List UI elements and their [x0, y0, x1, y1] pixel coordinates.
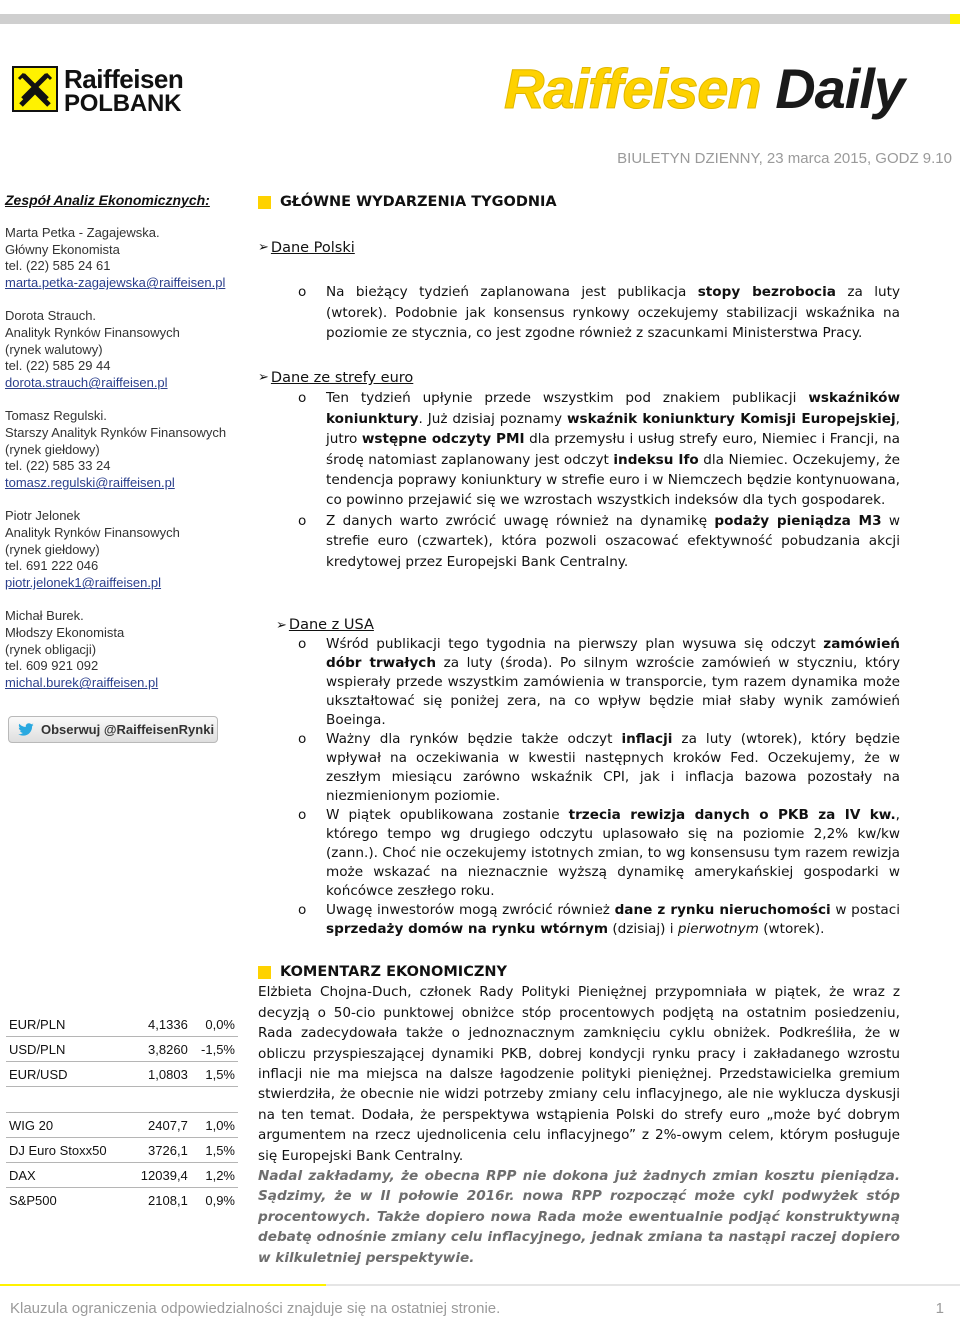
table-row	[6, 1037, 238, 1062]
daily-title-part1: Raiffeisen	[504, 57, 761, 120]
euro-data-block	[258, 368, 900, 572]
bullet-keyword: indeksu Ifo	[613, 451, 699, 468]
subsection-label: Dane Polski	[270, 240, 355, 256]
instrument-change: -1,5%	[191, 1037, 238, 1062]
person-market: (rynek giełdowy)	[5, 441, 100, 457]
twitter-follow-button[interactable]	[8, 716, 218, 743]
table-row	[6, 1163, 238, 1188]
bullet-italic: pierwotnym	[677, 921, 759, 937]
instrument-change: 1,5%	[191, 1138, 238, 1163]
event-bullet	[258, 806, 900, 901]
bullet-text: Na bieżący tydzień zaplanowana jest publikacja	[326, 284, 698, 301]
usa-data-block	[258, 616, 900, 939]
instrument-value: 3,8260	[128, 1037, 191, 1062]
subsection-label: Dane ze strefy euro	[270, 370, 414, 386]
person-email-link[interactable]: piotr.jelonek1@raiffeisen.pl	[5, 575, 162, 591]
bullet-marker: o	[298, 636, 307, 652]
section-title	[258, 962, 900, 982]
bullet-text: za luty (wtorek). Podobnie jak konsensus rynkowy oczekujemy stabilizacji wskaźnika na poziomie ze stycznia, co jest zgodne również z szacunkami Ministerstwa Pracy.	[326, 284, 901, 342]
logo-line-1: Raiffeisen	[64, 64, 184, 94]
commentary-emphasis: Nadal zakładamy, że obecna RPP nie dokona już żadnych zmian kosztu pieniądza. Sądzimy, że w II połowie 2016r. nowa RPP rozpocząć może cykl podwyżek stóp procentowych. Także dopiero nowa Rada może ewentualnie podjąć konstruktywną debatę odnośnie zmiany celu inflacyjnego, jednak zmiana ta nastąpi raczej dopiero w kilkuletniej perspektywie.	[258, 1168, 900, 1266]
instrument-name: EUR/USD	[6, 1062, 128, 1087]
instrument-value: 3726,1	[128, 1138, 191, 1163]
commentary-body	[258, 982, 900, 1268]
instrument-name: WIG 20	[6, 1113, 128, 1138]
bullet-text: w postaci	[830, 902, 901, 918]
instrument-change: 1,2%	[191, 1163, 238, 1188]
daily-title-part2: Daily	[775, 57, 905, 120]
weekly-events-section	[258, 192, 900, 212]
person-market: (rynek walutowy)	[5, 341, 103, 357]
event-bullet	[258, 635, 900, 730]
table-row	[6, 1062, 238, 1087]
team-heading: Zespół Analiz Ekonomicznych:	[5, 192, 210, 208]
person-card	[5, 608, 245, 692]
bullet-keyword: inflacji	[621, 731, 673, 747]
bullet-text: Ważny dla rynków będzie także odczyt	[326, 731, 622, 747]
bullet-marker: o	[298, 390, 307, 407]
event-bullet	[258, 511, 900, 572]
person-name: Tomasz Regulski.	[5, 407, 107, 423]
instrument-value: 4,1336	[128, 1012, 191, 1037]
instrument-value: 2108,1	[148, 1192, 188, 1208]
commentary-section	[258, 962, 900, 1268]
person-name: Piotr Jelonek	[5, 507, 81, 523]
person-card	[5, 308, 245, 392]
bullet-keyword: trzecia rewizja danych o PKB za IV kw.	[568, 807, 896, 823]
table-row	[6, 1188, 238, 1213]
table-row	[6, 1012, 238, 1037]
instrument-change: 0,9%	[205, 1192, 235, 1208]
instrument-name: USD/PLN	[6, 1037, 128, 1062]
instrument-name: DJ Euro Stoxx50	[6, 1138, 128, 1163]
bullet-text: (dzisiaj) i	[608, 921, 678, 937]
bullet-text: za luty (środa). Po silnym wzroście zamówień w styczniu, który wspierały przede wszystkim zamówienia w transporcie, tym razem dynamika może ukształtować się poniżej zera, na co wpływ będzie miał słaby wynik zamówień Boeinga.	[326, 655, 900, 728]
person-email-link[interactable]: marta.petka-zagajewska@raiffeisen.pl	[5, 275, 226, 291]
person-phone: tel. 691 222 046	[5, 558, 99, 574]
yellow-square-icon	[258, 966, 271, 979]
team-sidebar	[5, 192, 245, 708]
table-spacer-row	[6, 1087, 238, 1113]
bullet-text: dla Niemiec. Oczekujemy, że tendencja poprawy koniunktury w strefie euro i w Niemczech będzie kontynuowana, co powinno przejawić się we wzrostach wszystkich indeksów dla tych gospodarek.	[326, 451, 900, 509]
section-title	[258, 192, 900, 212]
yellow-square-icon	[258, 196, 271, 209]
instrument-value: 1,0803	[128, 1062, 191, 1087]
bullet-text: w strefie euro (czwartek), która pozwoli oszacować efektywność pobudzania akcji kredytowej przez Europejski Bank Centralny.	[326, 512, 900, 570]
bullet-keyword: wstępne odczyty PMI	[361, 431, 525, 448]
bullet-marker: o	[298, 512, 307, 529]
instrument-change: 1,5%	[191, 1062, 238, 1087]
subsection-heading	[258, 616, 900, 635]
bullet-marker: o	[298, 731, 307, 747]
bullet-text: dla przemysłu i usług strefy euro, Niemiec i Francji, na środę natomiast zaplanowany jest odczyt	[326, 431, 900, 468]
person-name: Michał Burek.	[5, 607, 84, 623]
bullet-marker: o	[298, 902, 307, 918]
person-card	[5, 225, 245, 292]
bullet-marker: o	[298, 284, 307, 301]
table-row	[6, 1138, 238, 1163]
arrow-right-icon: ➢	[276, 618, 287, 633]
event-bullet	[258, 388, 900, 510]
person-name: Dorota Strauch.	[5, 307, 97, 323]
instrument-change: 1,0%	[191, 1113, 238, 1138]
market-quotes-table	[6, 1012, 238, 1212]
person-market: (rynek obligacji)	[5, 641, 97, 657]
event-bullet	[258, 282, 900, 343]
instrument-name: DAX	[6, 1163, 128, 1188]
disclaimer-note: Klauzula ograniczenia odpowiedzialności znajduje się na ostatniej stronie.	[10, 1300, 501, 1317]
bullet-text: W piątek opublikowana zostanie	[326, 807, 569, 823]
person-role: Analityk Rynków Finansowych	[5, 324, 180, 340]
raiffeisen-gable-cross-icon	[12, 66, 58, 112]
event-bullet	[258, 730, 900, 806]
raiffeisen-daily-title	[504, 56, 904, 121]
twitter-bird-icon	[17, 723, 35, 737]
commentary-title: KOMENTARZ EKONOMICZNY	[280, 964, 507, 980]
subsection-heading	[258, 238, 900, 258]
bullet-text: , którego tempo wg drugiego odczytu uplasowało się na poziomie 2,2% kw/kw (zann.). Choć nie oczekujemy istotnych zmian, to wg konsensusu tym razem rewizja może wskazać na nieznacznie wyższą dynamikę amerykańskiej gospodarki w końcówce zeszłego roku.	[326, 807, 900, 899]
person-name: Marta Petka - Zagajewska.	[5, 224, 160, 240]
bullet-keyword: podaży pieniądza M3	[714, 512, 882, 529]
top-bar-accent	[950, 14, 960, 24]
event-bullet	[258, 901, 900, 939]
person-phone: tel. (22) 585 33 24	[5, 458, 111, 474]
bullet-keyword: dane z rynku nieruchomości	[614, 902, 831, 918]
arrow-right-icon: ➢	[258, 240, 269, 255]
bullet-keyword: wskaźników koniunktury	[326, 390, 900, 427]
bullet-text: Wśród publikacji tego tygodnia na pierwszy plan wysuwa się odczyt	[326, 636, 824, 652]
bullet-text: . Już dzisiaj poznamy	[418, 410, 567, 427]
person-email-link[interactable]: tomasz.regulski@raiffeisen.pl	[5, 475, 175, 491]
person-phone: tel. (22) 585 24 61	[5, 258, 111, 274]
bullet-text: , jutro	[326, 410, 900, 448]
bullet-text: Z danych warto zwrócić uwagę również na dynamikę	[326, 512, 715, 529]
commentary-text: Elżbieta Chojna-Duch, członek Rady Polityki Pieniężnej przypomniała w piątek, że wraz z decyzją o 50-cio punktowej obniżce stóp procentowych podjętą na ostatnim posiedzeniu, Rada zadecydowała także o jednoznacznym zamknięciu cyklu obniżek. Podkreśliła, że w obliczu przyspieszającej dynamiki PKB, dobrej kondycji rynku pracy i zakładanego wzrostu inflacji nie ma miejsca na dalsze łagodzenie polityki pieniężnej. Przedstawicielka gremium stwierdziła, że obecnie nie widzi potrzeby zmiany celu inflacyjnego, ale nie wyklucza dyskusji na ten temat. Dodała, że perspektywa wstąpienia Polski do strefy euro „może być dobrym argumentem na rzecz ujednolicenia celu inflacyjnego” z 2%-owym celem, którym posługuje się Europejski Bank Centralny.	[258, 984, 900, 1164]
bullet-keyword: stopy bezrobocia	[697, 284, 836, 301]
poland-data-block	[258, 238, 900, 344]
person-card	[5, 508, 245, 592]
bullet-keyword: wskaźnik koniunktury Komisji Europejskiej	[566, 410, 896, 427]
person-market: (rynek giełdowy)	[5, 541, 100, 557]
person-role: Starszy Analityk Rynków Finansowych	[5, 424, 227, 440]
raiffeisen-polbank-logo	[12, 66, 192, 116]
bullet-text: Uwagę inwestorów mogą zwrócić również	[326, 902, 615, 918]
instrument-name: EUR/PLN	[6, 1012, 128, 1037]
person-email-link[interactable]: michal.burek@raiffeisen.pl	[5, 675, 159, 691]
bullet-marker: o	[298, 807, 307, 823]
events-title: GŁÓWNE WYDARZENIA TYGODNIA	[280, 194, 557, 210]
logo-line-2: POLBANK	[64, 90, 182, 117]
table-row	[6, 1113, 238, 1138]
arrow-right-icon: ➢	[258, 370, 269, 385]
subsection-heading	[258, 368, 900, 388]
instrument-value: 2407,7	[128, 1113, 191, 1138]
person-role: Analityk Rynków Finansowych	[5, 524, 180, 540]
bullet-text: Ten tydzień upłynie przede wszystkim pod znakiem publikacji	[326, 390, 809, 407]
subsection-label: Dane z USA	[288, 617, 374, 633]
person-phone: tel. (22) 585 29 44	[5, 358, 111, 374]
twitter-follow-label: Obserwuj @RaiffeisenRynki	[41, 722, 215, 737]
person-phone: tel. 609 921 092	[5, 658, 99, 674]
instrument-change: 0,0%	[191, 1012, 238, 1037]
person-card	[5, 408, 245, 492]
footer-rule-accent	[0, 1284, 326, 1286]
instrument-value: 12039,4	[128, 1163, 191, 1188]
instrument-name: S&P500	[9, 1192, 57, 1208]
page-number: 1	[935, 1300, 944, 1317]
bullet-text: za luty (wtorek), który będzie wpływał na oczekiwania w kwestii następnych kroków Fed. Oczekujemy, że w zeszłym miesiącu zarówno wskaźnik CPI, jak i inflacja bazowa pozostały na niezmienionym poziomie.	[326, 731, 900, 804]
person-role: Młodszy Ekonomista	[5, 624, 125, 640]
bulletin-date: BIULETYN DZIENNY, 23 marca 2015, GODZ 9.10	[617, 150, 952, 167]
bullet-keyword: sprzedaży domów na rynku wtórnym	[326, 921, 609, 937]
bullet-text: (wtorek).	[758, 921, 825, 937]
top-bar	[0, 14, 960, 24]
person-email-link[interactable]: dorota.strauch@raiffeisen.pl	[5, 375, 168, 391]
person-role: Główny Ekonomista	[5, 241, 120, 257]
bullet-keyword: zamówień dóbr trwałych	[326, 636, 900, 671]
